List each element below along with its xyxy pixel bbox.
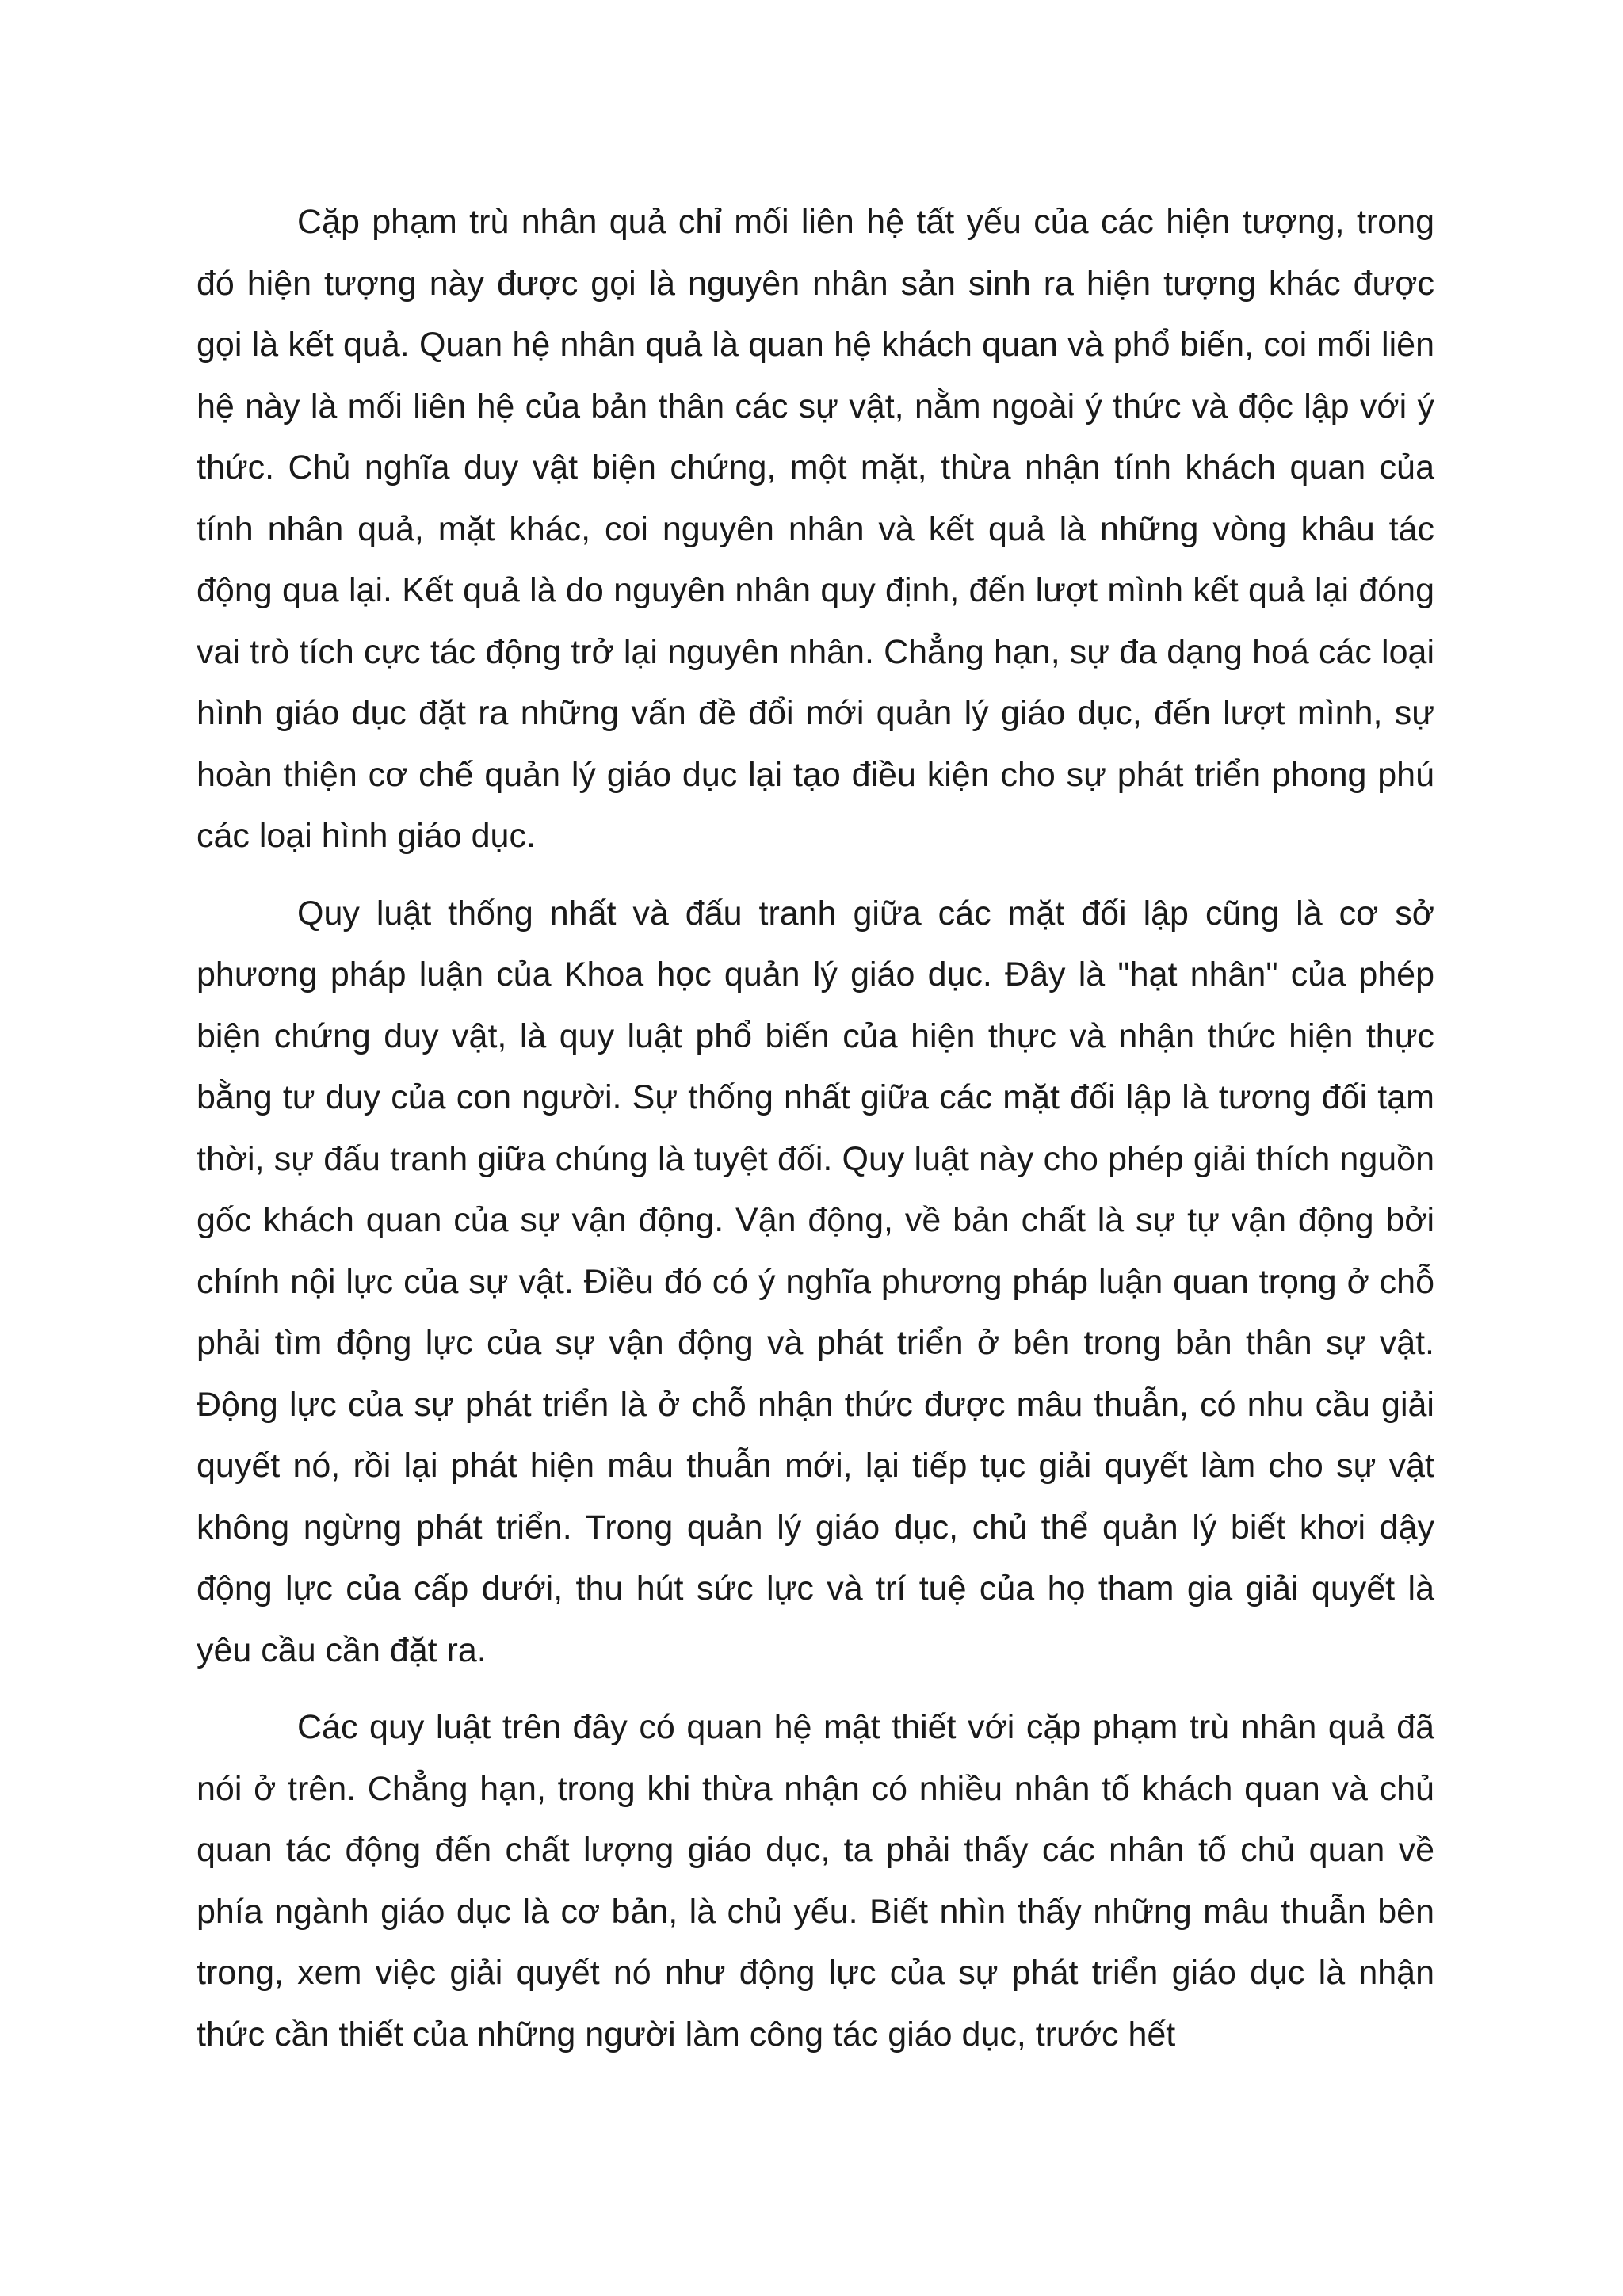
paragraph-unity-of-opposites: Quy luật thống nhất và đấu tranh giữa các mặt đối lập cũng là cơ sở phương pháp luận của Khoa học quản lý giáo dục. Đây là "hạt nhân" của phép biện chứng duy vật, là quy luật phổ biến của hiện thực và nhận thức hiện thực bằng tư duy của con người. Sự thống nhất giữa các mặt đối lập là tương đối tạm thời, sự đấu tranh giữa chúng là tuyệt đối. Quy luật này cho phép giải thích nguồn gốc khách quan của sự vận động. Vận động, về bản chất là sự tự vận động bởi chính nội lực của sự vật. Điều đó có ý nghĩa phương pháp luận quan trọng ở chỗ phải tìm động lực của sự vận động và phát triển ở bên trong bản thân sự vật. Động lực của sự phát triển là ở chỗ nhận thức được mâu thuẫn, có nhu cầu giải quyết nó, rồi lại phát hiện mâu thuẫn mới, lại tiếp tục giải quyết làm cho sự vật không ngừng phát triển. Trong quản lý giáo dục, chủ thể quản lý biết khơi dậy động lực của cấp dưới, thu hút sức lực và trí tuệ của họ tham gia giải quyết là yêu cầu cần đặt ra. [197, 894, 1434, 1669]
document-body [197, 192, 1434, 2065]
paragraph-cause-effect: Cặp phạm trù nhân quả chỉ mối liên hệ tất yếu của các hiện tượng, trong đó hiện tượng này được gọi là nguyên nhân sản sinh ra hiện tượng khác được gọi là kết quả. Quan hệ nhân quả là quan hệ khách quan và phổ biến, coi mối liên hệ này là mối liên hệ của bản thân các sự vật, nằm ngoài ý thức và độc lập với ý thức. Chủ nghĩa duy vật biện chứng, một mặt, thừa nhận tính khách quan của tính nhân quả, mặt khác, coi nguyên nhân và kết quả là những vòng khâu tác động qua lại. Kết quả là do nguyên nhân quy định, đến lượt mình kết quả lại đóng vai trò tích cực tác động trở lại nguyên nhân. Chẳng hạn, sự đa dạng hoá các loại hình giáo dục đặt ra những vấn đề đổi mới quản lý giáo dục, đến lượt mình, sự hoàn thiện cơ chế quản lý giáo dục lại tạo điều kiện cho sự phát triển phong phú các loại hình giáo dục. [197, 203, 1434, 855]
paragraph-laws-relation: Các quy luật trên đây có quan hệ mật thiết với cặp phạm trù nhân quả đã nói ở trên. Chẳng hạn, trong khi thừa nhận có nhiều nhân tố khách quan và chủ quan tác động đến chất lượng giáo dục, ta phải thấy các nhân tố chủ quan về phía ngành giáo dục là cơ bản, là chủ yếu. Biết nhìn thấy những mâu thuẫn bên trong, xem việc giải quyết nó như động lực của sự phát triển giáo dục là nhận thức cần thiết của những người làm công tác giáo dục, trước hết [197, 1708, 1434, 2054]
